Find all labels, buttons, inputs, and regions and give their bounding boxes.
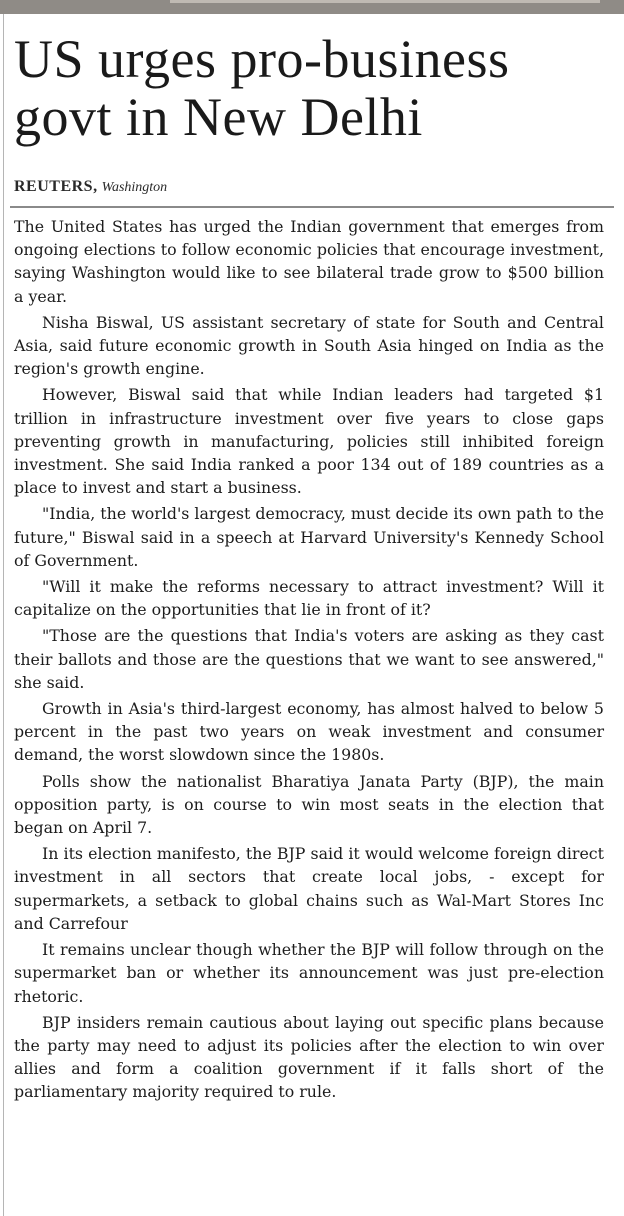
paragraph: "Those are the questions that India's voters are asking as they cast their ballots and those are the questions that we want to see answered," she said. <box>14 626 604 692</box>
headline-divider <box>10 206 614 208</box>
paragraph: However, Biswal said that while Indian leaders had targeted $1 trillion in infrastructure investment over five years to close gaps preventing growth in manufacturing, policies still inhibited foreign investment. She said India ranked a poor 134 out of 189 countries as a place to invest and start a business. <box>14 385 604 498</box>
paragraph: The United States has urged the Indian government that emerges from ongoing elections to follow economic policies that encourage investment, saying Washington would like to see bilateral trade grow to $500 billion a year. <box>14 217 604 306</box>
paragraph: "Will it make the reforms necessary to attract investment? Will it capitalize on the opportunities that lie in front of it? <box>14 577 604 620</box>
paragraph: "India, the world's largest democracy, must decide its own path to the future," Biswal said in a speech at Harvard University's Kennedy School of Government. <box>14 504 604 570</box>
paragraph: Growth in Asia's third-largest economy, has almost halved to below 5 percent in the past two years on weak investment and consumer demand, the worst slowdown since the 1980s. <box>14 699 604 765</box>
article-body <box>14 215 604 1107</box>
headline: US urges pro-business govt in New Delhi <box>14 29 510 147</box>
byline-agency: REUTERS, <box>14 178 98 195</box>
paragraph: In its election manifesto, the BJP said it would welcome foreign direct investment in all sectors that create local jobs, - except for supermarkets, a setback to global chains such as Wal-Mart Stores Inc and Carrefour <box>14 844 604 933</box>
column-rule <box>3 14 4 1216</box>
section-header-highlight <box>170 0 600 3</box>
paragraph: Polls show the nationalist Bharatiya Janata Party (BJP), the main opposition party, is on course to win most seats in the election that began on April 7. <box>14 771 604 838</box>
byline-location: Washington <box>101 180 168 195</box>
paragraph: BJP insiders remain cautious about laying out specific plans because the party may need to adjust its policies after the election to win over allies and form a coalition government if it falls short of the parliamentary majority required to rule. <box>14 1012 604 1102</box>
paragraph: Nisha Biswal, US assistant secretary of state for South and Central Asia, said future economic growth in South Asia hinged on India as the region's growth engine. <box>14 312 604 379</box>
byline <box>14 178 167 196</box>
paragraph: It remains unclear though whether the BJP will follow through on the supermarket ban or whether its announcement was just pre-election rhetoric. <box>14 940 604 1006</box>
